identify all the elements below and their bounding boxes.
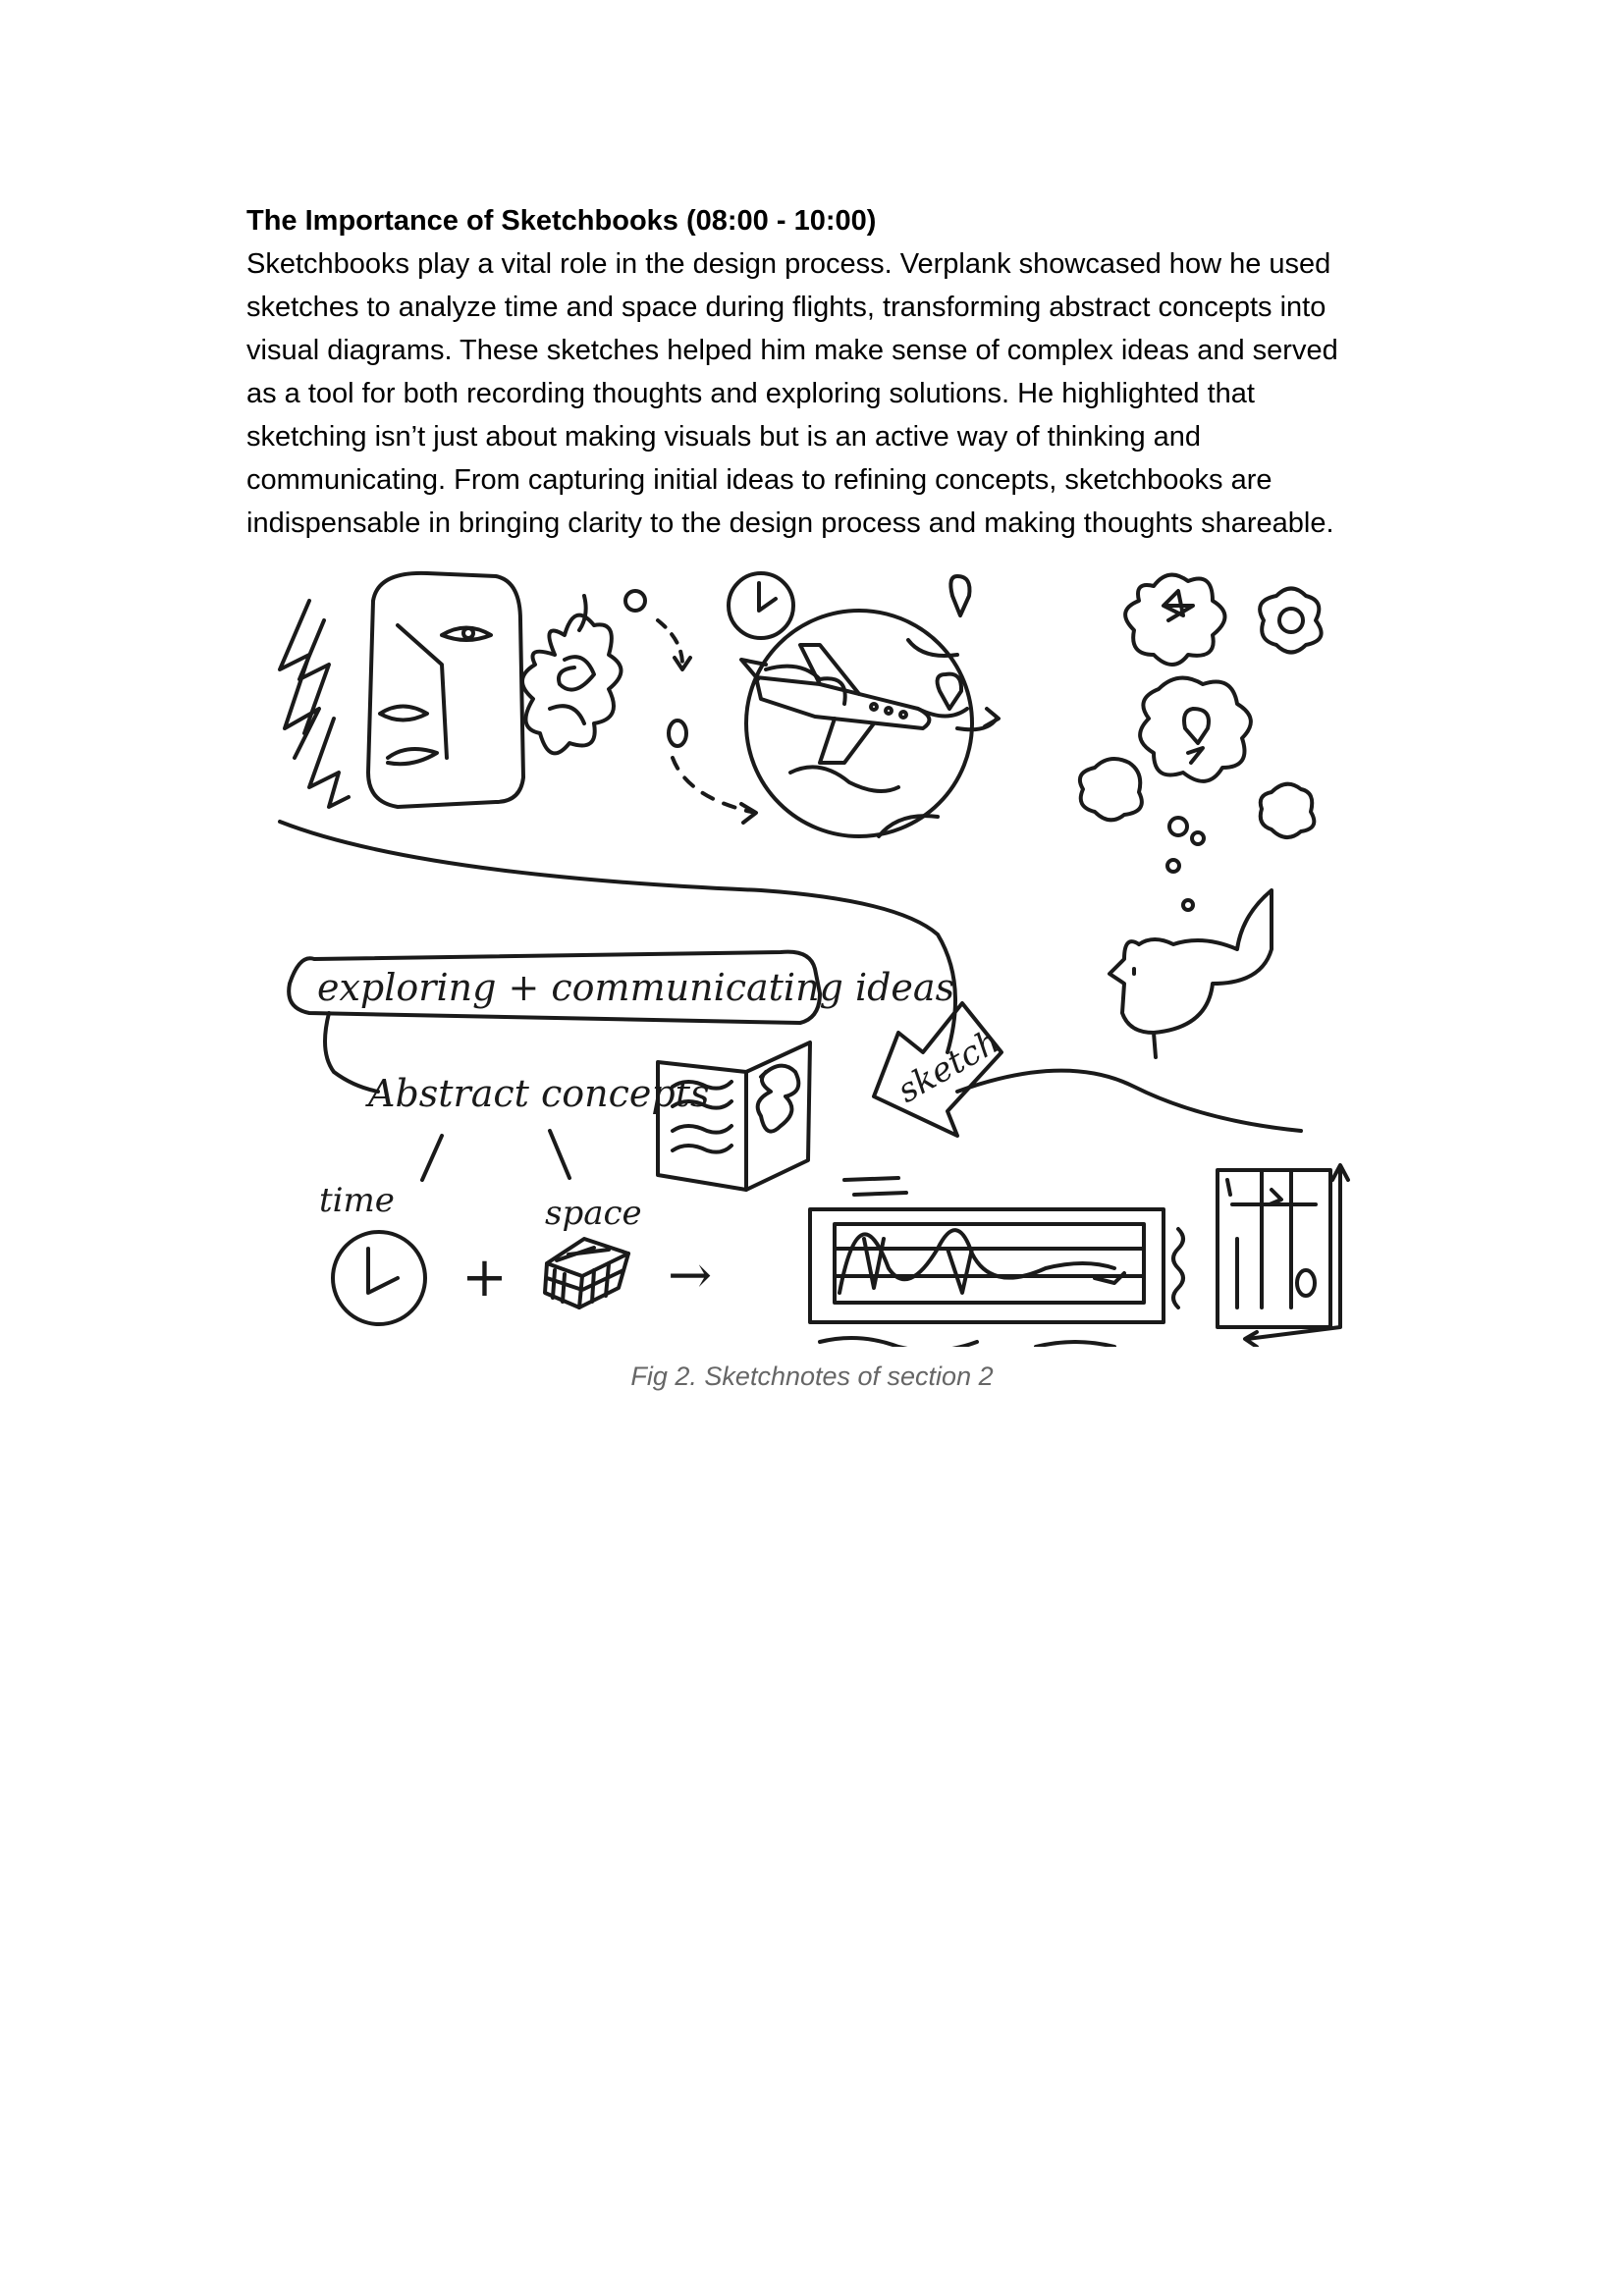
lightning-doodle xyxy=(280,601,349,807)
thought-cloud-doodle xyxy=(1080,575,1322,910)
clock-doodle-top xyxy=(729,573,793,638)
section-heading: The Importance of Sketchbooks (08:00 - 10:00) xyxy=(246,205,877,237)
airplane-doodle xyxy=(741,645,929,763)
time-space-diagram-doodle xyxy=(810,1178,1183,1347)
scribble-doodle xyxy=(522,596,622,753)
abstract-concepts-label: Abstract concepts xyxy=(368,1072,710,1115)
paragraph-line: sketching isn’t just about making visuals but is an active way of thinking and xyxy=(246,421,1202,453)
grid-diagram-doodle xyxy=(1218,1165,1348,1347)
figure-caption: Fig 2. Sketchnotes of section 2 xyxy=(630,1362,994,1391)
sketch-label: sketch xyxy=(891,1021,1007,1111)
sketchnote-illustration xyxy=(270,561,1366,1347)
head-doodle xyxy=(1110,890,1272,1057)
body-paragraph xyxy=(246,242,1385,545)
paragraph-line: indispensable in bringing clarity to the design process and making thoughts shareable. xyxy=(246,507,1334,539)
paragraph-line: sketches to analyze time and space during flights, transforming abstract concepts into xyxy=(246,292,1326,323)
sketchnote-figure xyxy=(270,561,1366,1347)
space-grid-icon xyxy=(545,1239,628,1308)
paragraph-line: Sketchbooks play a vital role in the design process. Verplank showcased how he used xyxy=(246,248,1331,280)
branch-line-left xyxy=(422,1136,442,1180)
paragraph-line: visual diagrams. These sketches helped him make sense of complex ideas and served xyxy=(246,335,1338,366)
paragraph-line: communicating. From capturing initial ideas to refining concepts, sketchbooks are xyxy=(246,464,1272,496)
time-label: time xyxy=(319,1181,395,1220)
exploring-label: exploring + communicating ideas xyxy=(317,966,955,1009)
space-label: space xyxy=(545,1194,642,1233)
sketchbook-doodle xyxy=(658,1042,810,1190)
right-arrow: → xyxy=(668,1244,713,1306)
plus-sign: + xyxy=(461,1246,508,1309)
clock-icon xyxy=(333,1232,425,1324)
face-doodle xyxy=(368,573,523,807)
paragraph-line: as a tool for both recording thoughts and exploring solutions. He highlighted that xyxy=(246,378,1255,409)
branch-line-right xyxy=(550,1131,569,1178)
